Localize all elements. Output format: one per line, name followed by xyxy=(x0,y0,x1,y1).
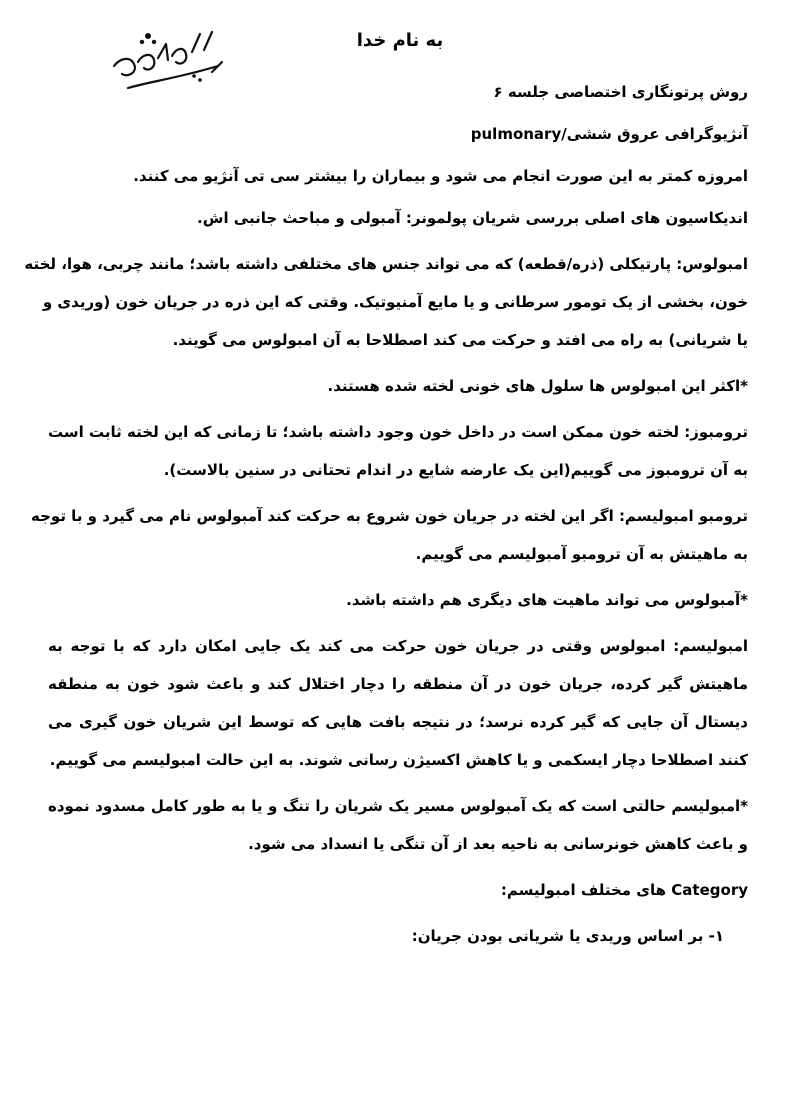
paragraph-line: *امبولیسم حالتی است که یک آمبولوس مسیر یک شریان را تنگ و یا به طور کامل مسدود نموده xyxy=(48,797,748,815)
paragraph-line: امبولیسم: امبولوس وقتی در جریان خون حرکت می کند یک جایی امکان دارد که با توجه به xyxy=(48,637,748,655)
paragraph-line: ترومبو امبولیسم: اگر این لخته در جریان خون شروع به حرکت کند آمبولوس نام می گیرد و با توجه xyxy=(31,507,748,525)
category-heading: Category های مختلف امبولیسم: xyxy=(500,881,748,899)
indications-line: اندیکاسیون های اصلی بررسی شریان پولمونر: آمبولی و مباحث جانبی اش. xyxy=(197,209,748,227)
list-item: ۱- بر اساس وریدی یا شریانی بودن جریان: xyxy=(411,927,724,945)
note-line: *اکثر این امبولوس ها سلول های خونی لخته شده هستند. xyxy=(327,377,748,395)
embolism-paragraph xyxy=(48,632,748,774)
thrombosis-paragraph xyxy=(48,418,748,484)
page-title: به نام خدا xyxy=(356,30,444,51)
embolus-paragraph xyxy=(24,250,748,354)
paragraph-line: و باعث کاهش خونرسانی به ناحیه بعد از آن تنگی یا انسداد می شود. xyxy=(248,835,748,853)
paragraph-line: به ماهیتش به آن ترومبو آمبولیسم می گوییم. xyxy=(415,545,748,563)
paragraph-line: به آن ترومبوز می گوییم(این یک عارضه شایع در اندام تحتانی در سنین بالاست). xyxy=(163,461,748,479)
thromboembolism-paragraph xyxy=(31,502,748,568)
embolism-note-paragraph xyxy=(48,792,748,858)
document-body xyxy=(24,78,748,950)
paragraph-line: دیستال آن جایی که گیر کرده نرسد؛ در نتیجه بافت هایی که توسط این شریان خون گیری می xyxy=(48,713,748,731)
topic-line: آنژیوگرافی عروق ششی/pulmonary xyxy=(470,125,748,143)
paragraph-line: امبولوس: پارتیکلی (ذره/قطعه) که می تواند جنس های مختلفی داشته باشد؛ مانند چربی، هوا، لخته xyxy=(24,255,748,273)
paragraph-line: یا شریانی) به راه می افتد و حرکت می کند اصطلاحا به آن امبولوس می گویند. xyxy=(172,331,748,349)
note-line: *آمبولوس می تواند ماهیت های دیگری هم داشته باشد. xyxy=(346,591,748,609)
paragraph-line: ماهیتش گیر کرده، جریان خون در آن منطقه را دچار اختلال کند و باعث شود خون به منطقه xyxy=(48,675,748,693)
paragraph-line: ترومبوز: لخته خون ممکن است در داخل خون وجود داشته باشد؛ تا زمانی که این لخته ثابت است xyxy=(48,423,748,441)
paragraph-line: کنند اصطلاحا دچار ایسکمی و یا کاهش اکسیژن رسانی شوند. به این حالت امبولیسم می گوییم. xyxy=(49,751,748,769)
paragraph-line: خون، بخشی از یک تومور سرطانی و یا مایع آمنیوتیک. وقتی که این ذره در جریان خون (وریدی و xyxy=(42,293,748,311)
course-line: روش پرتونگاری اختصاصی جلسه ۶ xyxy=(493,83,748,101)
intro-line: امروزه کمتر به این صورت انجام می شود و بیماران را بیشتر سی تی آنژیو می کنند. xyxy=(133,167,748,185)
